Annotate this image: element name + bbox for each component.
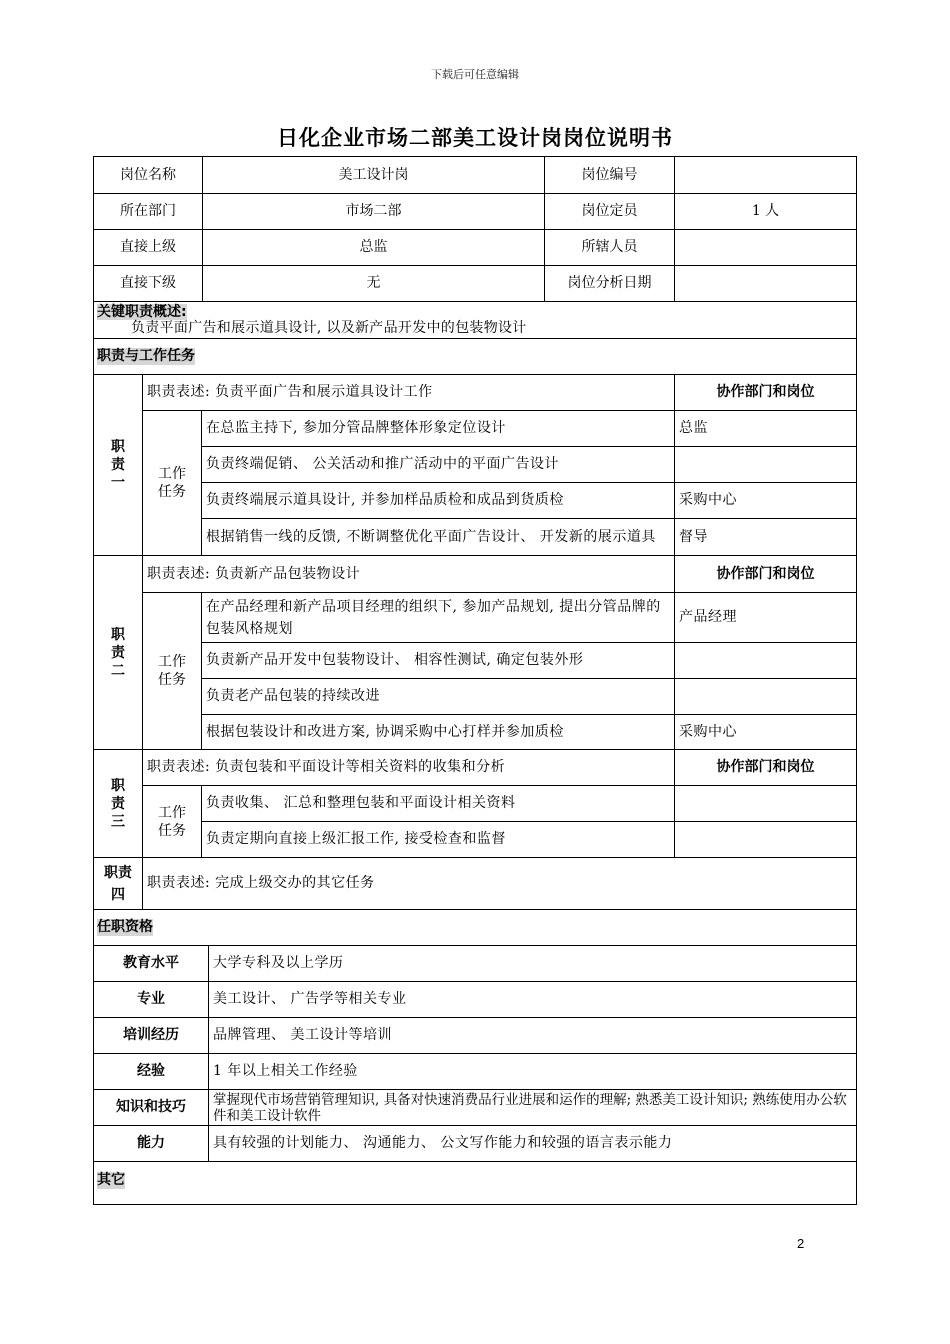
duty-1-task-1: 在总监主持下, 参加分管品牌整体形象定位设计 [202, 411, 675, 447]
duty-3-task-1: 负责收集、 汇总和整理包装和平面设计相关资料 [202, 786, 675, 822]
duty-1-task-4-coop: 督导 [675, 519, 856, 556]
duty-3-task-1-coop [675, 786, 856, 822]
duty-3-task-2-coop [675, 822, 856, 858]
qual-major-label: 专业 [94, 982, 209, 1018]
duty-2-task-1-coop: 产品经理 [675, 593, 856, 643]
duty-1-coop-header: 协作部门和岗位 [675, 375, 856, 411]
summary-block [94, 302, 856, 339]
qual-ability-value: 具有较强的计划能力、 沟通能力、 公文写作能力和较强的语言表示能力 [209, 1126, 856, 1162]
analysis-date-value [675, 266, 856, 302]
position-name-value: 美工设计岗 [203, 157, 545, 194]
duty-2-name: 职责二 [94, 556, 143, 750]
department-value: 市场二部 [203, 194, 545, 230]
duty-3-work-task-label: 工作任务 [143, 786, 202, 858]
job-description-table [93, 156, 857, 1205]
position-no-label: 岗位编号 [545, 157, 675, 194]
qual-ability-label: 能力 [94, 1126, 209, 1162]
duty-3-coop-header: 协作部门和岗位 [675, 750, 856, 786]
qual-major-value: 美工设计、 广告学等相关专业 [209, 982, 856, 1018]
qual-experience-value: 1 年以上相关工作经验 [209, 1054, 856, 1090]
duty-4-name: 职责四 [94, 858, 143, 910]
duty-1-task-2-coop [675, 447, 856, 483]
duty-2-task-4-coop: 采购中心 [675, 715, 856, 750]
analysis-date-label: 岗位分析日期 [545, 266, 675, 302]
duty-4-desc: 职责表述: 完成上级交办的其它任务 [143, 858, 856, 910]
duty-1-work-task-label: 工作任务 [143, 411, 202, 556]
managed-label: 所辖人员 [545, 230, 675, 266]
duty-2-task-2: 负责新产品开发中包装物设计、 相容性测试, 确定包装外形 [202, 643, 675, 679]
page-number: 2 [797, 1236, 805, 1251]
duty-3-name: 职责三 [94, 750, 143, 858]
duty-2-work-task-label: 工作任务 [143, 593, 202, 750]
superior-value: 总监 [203, 230, 545, 266]
duty-1-task-3-coop: 采购中心 [675, 483, 856, 519]
qual-training-value: 品牌管理、 美工设计等培训 [209, 1018, 856, 1054]
subordinate-value: 无 [203, 266, 545, 302]
headcount-value: 1 人 [675, 194, 856, 230]
duty-1-name: 职责一 [94, 375, 143, 556]
qual-education-label: 教育水平 [94, 946, 209, 982]
duty-1-desc: 职责表述: 负责平面广告和展示道具设计工作 [143, 375, 675, 411]
duties-section-title: 职责与工作任务 [94, 339, 856, 375]
duty-2-coop-header: 协作部门和岗位 [675, 556, 856, 593]
document-title: 日化企业市场二部美工设计岗岗位说明书 [277, 126, 673, 150]
duty-1-task-1-coop: 总监 [675, 411, 856, 447]
managed-value [675, 230, 856, 266]
position-name-label: 岗位名称 [94, 157, 203, 194]
duty-2-task-1: 在产品经理和新产品项目经理的组织下, 参加产品规划, 提出分管品牌的包装风格规划 [202, 593, 675, 643]
duty-2-task-4: 根据包装设计和改进方案, 协调采购中心打样并参加质检 [202, 715, 675, 750]
duty-2-task-3: 负责老产品包装的持续改进 [202, 679, 675, 715]
qual-experience-label: 经验 [94, 1054, 209, 1090]
page-header: 下载后可任意编辑 [431, 68, 519, 81]
department-label: 所在部门 [94, 194, 203, 230]
qual-knowledge-value: 掌握现代市场营销管理知识, 具备对快速消费品行业进展和运作的理解; 熟悉美工设计知识; 熟练使用办公软件和美工设计软件 [209, 1090, 856, 1126]
duty-3-desc: 职责表述: 负责包装和平面设计等相关资料的收集和分析 [143, 750, 675, 786]
summary-text: 负责平面广告和展示道具设计, 以及新产品开发中的包装物设计 [131, 320, 527, 336]
qual-education-value: 大学专科及以上学历 [209, 946, 856, 982]
duty-1-task-2: 负责终端促销、 公关活动和推广活动中的平面广告设计 [202, 447, 675, 483]
qual-knowledge-label: 知识和技巧 [94, 1090, 209, 1126]
duty-2-task-2-coop [675, 643, 856, 679]
duty-3-task-2: 负责定期向直接上级汇报工作, 接受检查和监督 [202, 822, 675, 858]
superior-label: 直接上级 [94, 230, 203, 266]
position-no-value [675, 157, 856, 194]
duty-1-task-3: 负责终端展示道具设计, 并参加样品质检和成品到货质检 [202, 483, 675, 519]
qualifications-section-title: 任职资格 [94, 910, 856, 946]
summary-label: 关键职责概述: [97, 304, 187, 320]
duty-2-task-3-coop [675, 679, 856, 715]
subordinate-label: 直接下级 [94, 266, 203, 302]
duty-1-task-4: 根据销售一线的反馈, 不断调整优化平面广告设计、 开发新的展示道具 [202, 519, 675, 556]
qual-training-label: 培训经历 [94, 1018, 209, 1054]
headcount-label: 岗位定员 [545, 194, 675, 230]
duty-2-desc: 职责表述: 负责新产品包装物设计 [143, 556, 675, 593]
other-section-title: 其它 [97, 1172, 125, 1188]
